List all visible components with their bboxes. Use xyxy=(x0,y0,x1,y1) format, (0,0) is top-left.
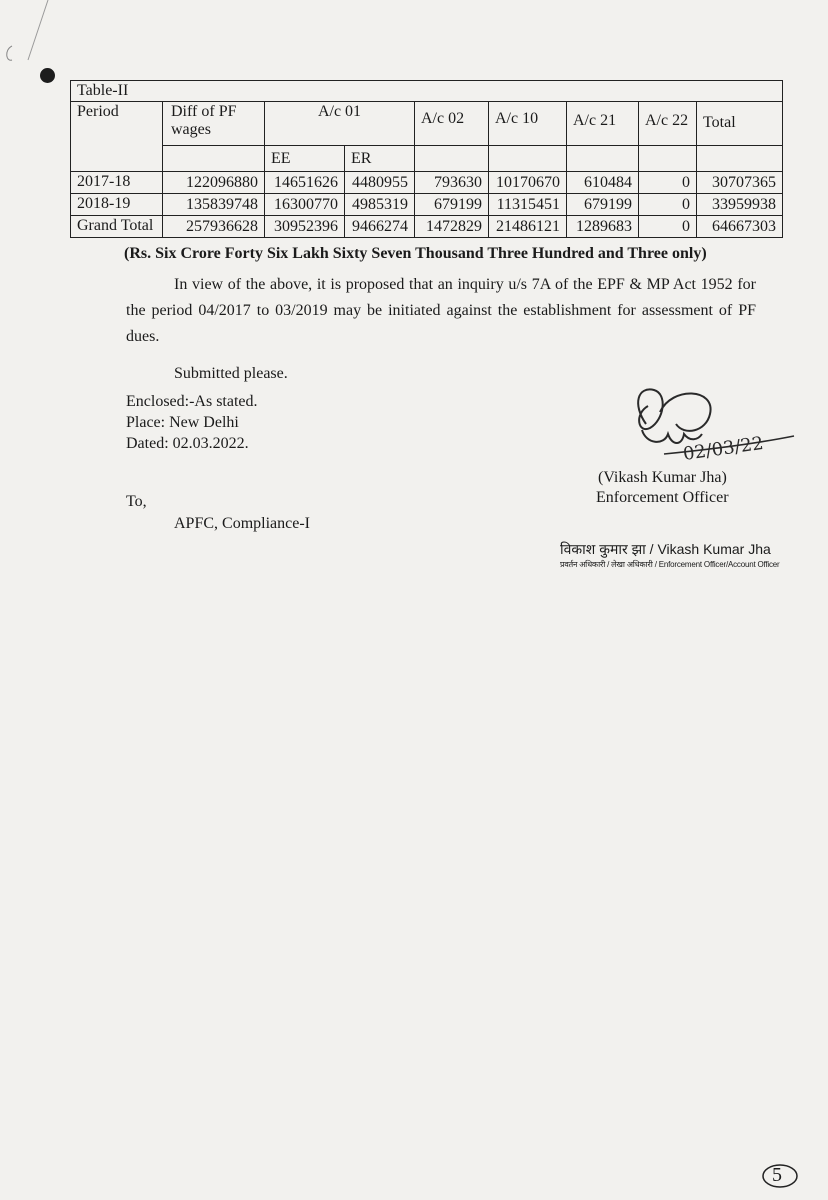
cell-ac22: 0 xyxy=(639,216,697,238)
header-blank xyxy=(415,146,489,172)
header-diff-blank xyxy=(163,146,265,172)
cell-ac02: 679199 xyxy=(415,194,489,216)
header-blank xyxy=(489,146,567,172)
punch-hole xyxy=(40,68,55,83)
amount-in-words: (Rs. Six Crore Forty Six Lakh Sixty Seven Thousand Three Hundred and Three only) xyxy=(124,245,707,262)
cell-ac10: 21486121 xyxy=(489,216,567,238)
cell-ac22: 0 xyxy=(639,194,697,216)
stamp-designation: प्रवर्तन अधिकारी / लेखा अधिकारी / Enforcement Officer/Account Officer xyxy=(560,560,780,569)
header-diff-pf-wages: Diff of PF wages xyxy=(163,102,265,146)
table-row xyxy=(71,194,783,216)
to-line: To, xyxy=(126,493,147,510)
header-blank xyxy=(697,146,783,172)
cell-er: 4985319 xyxy=(345,194,415,216)
handwritten-signature xyxy=(624,384,804,474)
header-total: Total xyxy=(697,102,783,146)
cell-ac22: 0 xyxy=(639,172,697,194)
cell-er: 4480955 xyxy=(345,172,415,194)
header-ac02: A/c 02 xyxy=(415,102,489,146)
enclosed-line: Enclosed:-As stated. xyxy=(126,393,258,410)
cell-diff: 257936628 xyxy=(163,216,265,238)
cell-ac21: 1289683 xyxy=(567,216,639,238)
header-blank xyxy=(567,146,639,172)
signatory-designation: Enforcement Officer xyxy=(596,489,729,506)
proposal-text: In view of the above, it is proposed that an inquiry u/s 7A of the EPF & MP Act 1952 for the period 04/2017 to 03/2019 may be initiated against the establishment for assessment of PF dues. xyxy=(126,276,756,345)
addressee: APFC, Compliance-I xyxy=(174,515,310,532)
header-blank xyxy=(639,146,697,172)
table-ii xyxy=(70,80,783,238)
submitted-line: Submitted please. xyxy=(174,365,288,382)
cell-ac10: 10170670 xyxy=(489,172,567,194)
cell-ac21: 610484 xyxy=(567,172,639,194)
official-stamp xyxy=(560,540,780,570)
place-line: Place: New Delhi xyxy=(126,414,239,431)
page-number-text: 5 xyxy=(772,1164,782,1186)
header-period: Period xyxy=(71,102,163,172)
cell-ee: 16300770 xyxy=(265,194,345,216)
cell-total: 30707365 xyxy=(697,172,783,194)
cell-period: 2017-18 xyxy=(71,172,163,194)
signature-date: 02/03/22 xyxy=(681,432,765,465)
cell-period: Grand Total xyxy=(71,216,163,238)
signatory-name: (Vikash Kumar Jha) xyxy=(598,469,727,486)
cell-ac02: 793630 xyxy=(415,172,489,194)
table-caption: Table-II xyxy=(71,81,783,102)
header-er: ER xyxy=(345,146,415,172)
dated-line: Dated: 02.03.2022. xyxy=(126,435,249,452)
cell-ac21: 679199 xyxy=(567,194,639,216)
cell-er: 9466274 xyxy=(345,216,415,238)
cell-period: 2018-19 xyxy=(71,194,163,216)
cell-total: 64667303 xyxy=(697,216,783,238)
cell-ac02: 1472829 xyxy=(415,216,489,238)
header-ac10: A/c 10 xyxy=(489,102,567,146)
cell-ee: 30952396 xyxy=(265,216,345,238)
proposal-paragraph xyxy=(126,272,756,350)
header-ac21: A/c 21 xyxy=(567,102,639,146)
cell-diff: 122096880 xyxy=(163,172,265,194)
cell-ee: 14651626 xyxy=(265,172,345,194)
cell-total: 33959938 xyxy=(697,194,783,216)
stamp-name: विकाश कुमार झा / Vikash Kumar Jha xyxy=(560,541,771,557)
cell-diff: 135839748 xyxy=(163,194,265,216)
cell-ac10: 11315451 xyxy=(489,194,567,216)
page-fold-mark xyxy=(0,0,60,110)
header-ac22: A/c 22 xyxy=(639,102,697,146)
page-number xyxy=(760,1162,800,1190)
header-ac01: A/c 01 xyxy=(265,102,415,146)
header-ee: EE xyxy=(265,146,345,172)
table-row-grand-total xyxy=(71,216,783,238)
table-row xyxy=(71,172,783,194)
